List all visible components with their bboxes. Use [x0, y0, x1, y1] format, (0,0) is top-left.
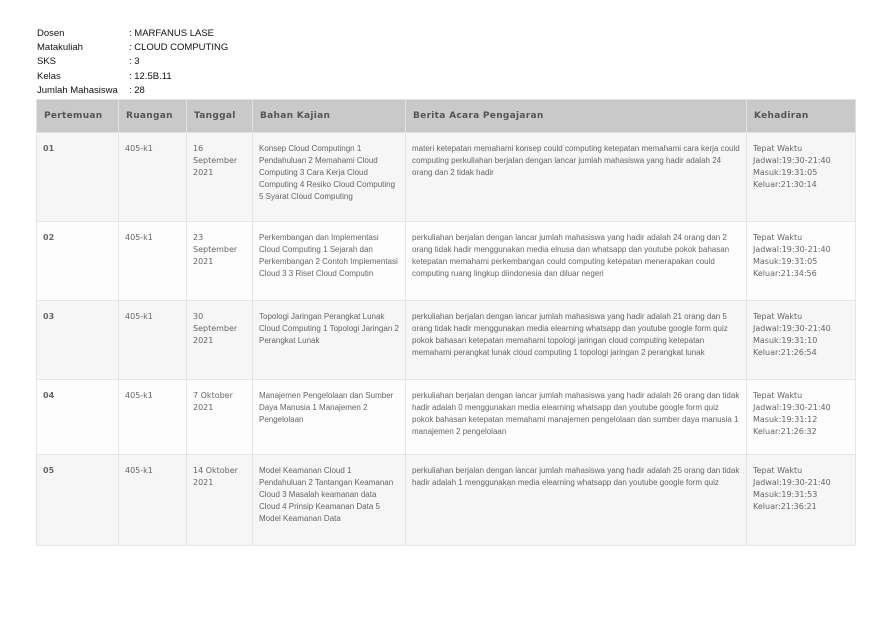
bahan-kajian-cell: Perkembangan dan Implementasi Cloud Computing 1 Sejarah dan Perkembangan 2 Contoh Implementasi Cloud 3 3 Riset Cloud Computin	[253, 222, 406, 301]
pertemuan-cell: 03	[37, 301, 119, 380]
ruangan-cell: 405-k1	[119, 455, 187, 546]
kehadiran-cell	[747, 455, 856, 546]
info-row-dosen	[37, 27, 228, 41]
dosen-value: : MARFANUS LASE	[129, 28, 214, 39]
kehadiran-cell	[747, 222, 856, 301]
kehadiran-jadwal: Jadwal:19:30-21:40	[753, 245, 831, 254]
ruangan-cell: 405-k1	[119, 301, 187, 380]
sks-label: SKS	[37, 56, 57, 68]
kehadiran-masuk: Masuk:19:31:53	[753, 490, 818, 499]
matkul-label: Matakuliah	[37, 42, 83, 54]
kelas-value: : 12.5B.11	[129, 70, 172, 82]
kehadiran-jadwal: Jadwal:19:30-21:40	[753, 403, 831, 412]
info-row-matkul	[37, 41, 228, 55]
header-bahan-kajian: Bahan Kajian	[253, 100, 406, 133]
ruangan-cell: 405-k1	[119, 222, 187, 301]
bahan-kajian-cell: Konsep Cloud Computingn 1 Pendahuluan 2 Memahami Cloud Computing 3 Cara Kerja Cloud Computing 4 Resiko Cloud Computing 5 Syarat Cloud Computing	[253, 133, 406, 222]
table-row	[37, 133, 856, 222]
tanggal-cell: 23 September 2021	[187, 222, 253, 301]
ruangan-cell: 405-k1	[119, 133, 187, 222]
kelas-label: Kelas	[37, 70, 61, 82]
kehadiran-status: Tepat Waktu	[753, 391, 803, 400]
matkul-value: : CLOUD COMPUTING	[129, 42, 229, 54]
pertemuan-cell: 01	[37, 133, 119, 222]
kehadiran-keluar: Keluar:21:30:14	[753, 180, 817, 189]
info-row-jumlah	[37, 84, 228, 98]
kehadiran-status: Tepat Waktu	[753, 233, 803, 242]
kehadiran-jadwal: Jadwal:19:30-21:40	[753, 156, 831, 165]
tanggal-cell: 16 September 2021	[187, 133, 253, 222]
pertemuan-cell: 05	[37, 455, 119, 546]
kehadiran-masuk: Masuk:19:31:10	[753, 336, 818, 345]
jumlah-value: : 28	[129, 84, 145, 96]
header-pertemuan: Pertemuan	[37, 100, 119, 133]
course-info	[37, 27, 228, 98]
kehadiran-status: Tepat Waktu	[753, 312, 803, 321]
tanggal-cell: 30 September 2021	[187, 301, 253, 380]
table-row	[37, 455, 856, 546]
berita-acara-cell: perkuliahan berjalan dengan lancar jumlah mahasiswa yang hadir adalah 26 orang dan tidak hadir adalah 0 menggunakan media elearning whatsapp dan youtube google form quiz pokok bahasan ketepatan memahami manajemen pengelolaan dan sumber daya manusia 1 manajemen 2 pengelolaan	[406, 380, 747, 455]
table-row	[37, 380, 856, 455]
header-berita-acara: Berita Acara Pengajaran	[406, 100, 747, 133]
header-ruangan: Ruangan	[119, 100, 187, 133]
info-row-kelas	[37, 70, 228, 84]
kehadiran-keluar: Keluar:21:26:32	[753, 427, 817, 436]
table-header-row	[37, 100, 856, 133]
ruangan-cell: 405-k1	[119, 380, 187, 455]
berita-acara-cell: perkuliahan berjalan dengan lancar jumlah mahasiswa yang hadir adalah 25 orang dan tidak hadir adalah 1 menggunakan media elearning whatsapp dan youtube google form quiz	[406, 455, 747, 546]
kehadiran-status: Tepat Waktu	[753, 466, 803, 475]
tanggal-cell: 7 Oktober 2021	[187, 380, 253, 455]
kehadiran-cell	[747, 301, 856, 380]
kehadiran-keluar: Keluar:21:26:54	[753, 348, 817, 357]
header-kehadiran: Kehadiran	[747, 100, 856, 133]
pertemuan-cell: 04	[37, 380, 119, 455]
bahan-kajian-cell: Model Keamanan Cloud 1 Pendahuluan 2 Tantangan Keamanan Cloud 3 Masalah keamanan data Cloud 4 Prinsip Keamanan Data 5 Model Keamanan Data	[253, 455, 406, 546]
sks-value: : 3	[129, 56, 140, 68]
kehadiran-cell	[747, 133, 856, 222]
kehadiran-keluar: Keluar:21:34:56	[753, 269, 817, 278]
kehadiran-cell	[747, 380, 856, 455]
info-row-sks	[37, 55, 228, 69]
kehadiran-masuk: Masuk:19:31:05	[753, 257, 818, 266]
kehadiran-keluar: Keluar:21:36:21	[753, 502, 817, 511]
kehadiran-masuk: Masuk:19:31:12	[753, 415, 818, 424]
berita-acara-cell: materi ketepatan memahami konsep could computing ketepatan memahami cara kerja could computing perkuliahan berjalan dengan lancar jumlah mahasiswa yang hadir adalah 24 orang dan 2 tidak hadir	[406, 133, 747, 222]
header-tanggal: Tanggal	[187, 100, 253, 133]
kehadiran-jadwal: Jadwal:19:30-21:40	[753, 324, 831, 333]
table-row	[37, 222, 856, 301]
bahan-kajian-cell: Topologi Jaringan Perangkat Lunak Cloud Computing 1 Topologi Jaringan 2 Perangkat Lunak	[253, 301, 406, 380]
table-row	[37, 301, 856, 380]
berita-acara-cell: perkuliahan berjalan dengan lancar jumlah mahasiswa yang hadir adalah 21 orang dan 5 orang tidak hadir menggunakan media elearning whatsapp dan youtube google form quiz pokok bahasan ketepatan memahami topologi jaringan cloud computing ketepatan memahami perangkat lunak cloud computing 1 topologi jaringan 2 perangkat lunak	[406, 301, 747, 380]
dosen-label: Dosen	[37, 28, 65, 39]
kehadiran-jadwal: Jadwal:19:30-21:40	[753, 478, 831, 487]
kehadiran-status: Tepat Waktu	[753, 144, 803, 153]
pertemuan-cell: 02	[37, 222, 119, 301]
attendance-table	[36, 99, 856, 546]
bahan-kajian-cell: Manajemen Pengelolaan dan Sumber Daya Manusia 1 Manajemen 2 Pengelolaan	[253, 380, 406, 455]
jumlah-label: Jumlah Mahasiswa	[37, 84, 118, 96]
berita-acara-cell: perkuliahan berjalan dengan lancar jumlah mahasiswa yang hadir adalah 24 orang dan 2 orang tidak hadir menggunakan media elnusa dan whatsapp dan youtube pokok bahasan ketepatan memahami perkembangan could computing ketepatan menerapakan could computing ruang lingkup diindonesia dan diluar negeri	[406, 222, 747, 301]
tanggal-cell: 14 Oktober 2021	[187, 455, 253, 546]
kehadiran-masuk: Masuk:19:31:05	[753, 168, 818, 177]
